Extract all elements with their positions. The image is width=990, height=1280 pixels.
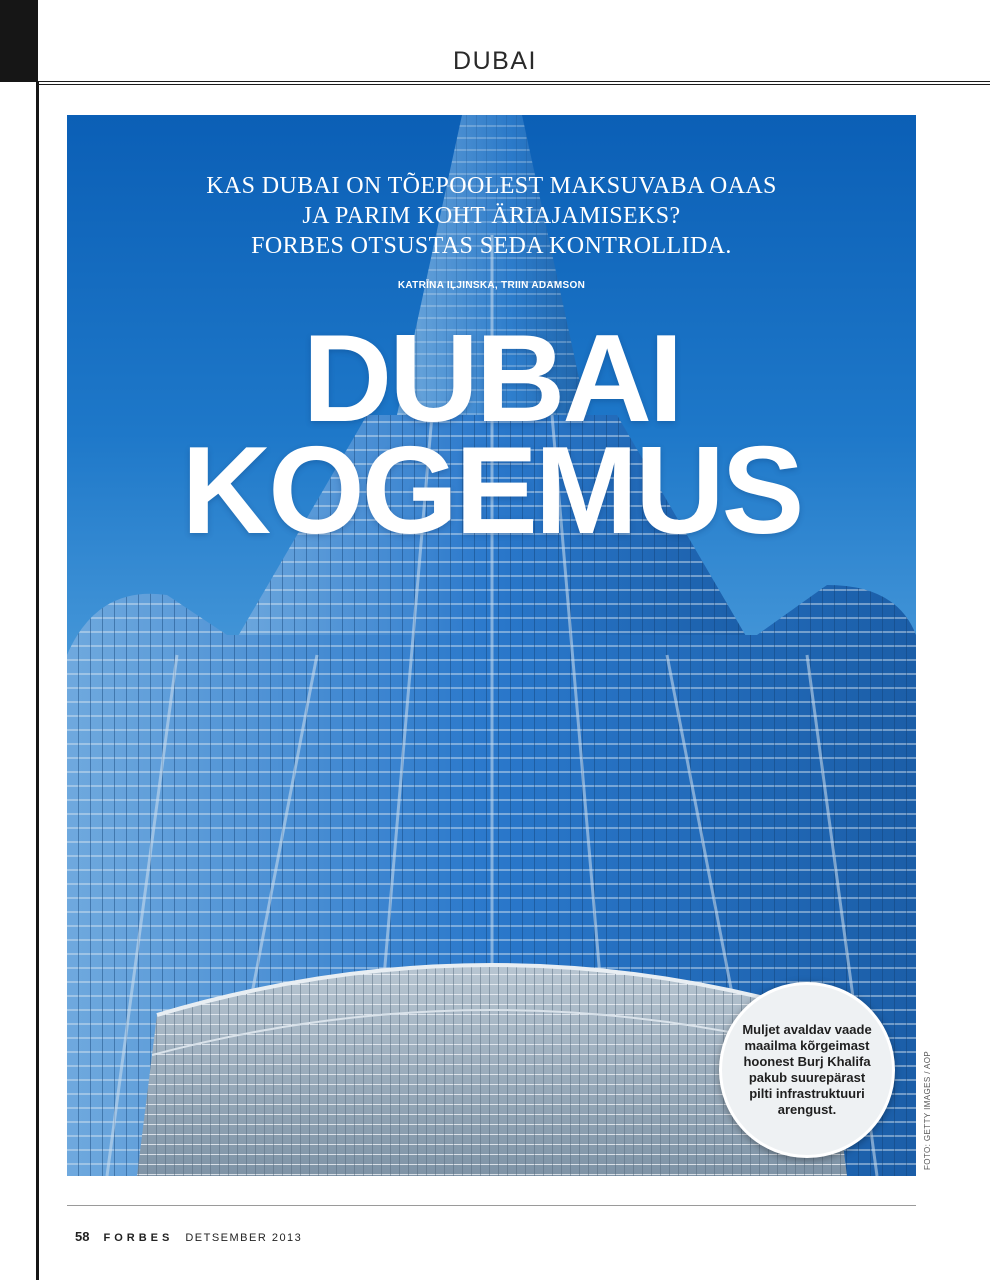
photo-credit: FOTO: GETTY IMAGES / AOP bbox=[923, 1050, 932, 1170]
caption-bubble bbox=[719, 982, 895, 1158]
headline bbox=[67, 310, 916, 560]
tower-photo bbox=[67, 115, 916, 1176]
section-title: DUBAI bbox=[453, 47, 537, 75]
deck-line: KAS DUBAI ON TÕEPOOLEST MAKSUVABA OAAS bbox=[206, 173, 777, 199]
header-rule bbox=[38, 81, 990, 82]
footer-rule bbox=[67, 1205, 916, 1206]
deck-line: FORBES OTSUSTAS SEDA KONTROLLIDA. bbox=[251, 233, 732, 259]
headline-line: KOGEMUS bbox=[181, 422, 802, 560]
deck-line: JA PARIM KOHT ÄRIAJAMISEKS? bbox=[302, 203, 681, 229]
photo-caption: Muljet avaldav vaade maailma kõrgeimast hoonest Burj Khalifa pakub suurepärast pilti infrastruktuuri arengust. bbox=[742, 1022, 872, 1117]
headline-line: DUBAI bbox=[302, 310, 681, 448]
issue-date: DETSEMBER 2013 bbox=[185, 1232, 303, 1244]
margin-rule bbox=[36, 82, 39, 1280]
article-deck bbox=[67, 171, 916, 261]
page-footer bbox=[75, 1229, 302, 1245]
byline: KATRĪNA IĻJINSKA, TRIIN ADAMSON bbox=[397, 280, 586, 291]
magazine-brand: FORBES bbox=[103, 1232, 174, 1244]
page-number: 58 bbox=[75, 1229, 90, 1244]
header-rule bbox=[38, 84, 990, 85]
